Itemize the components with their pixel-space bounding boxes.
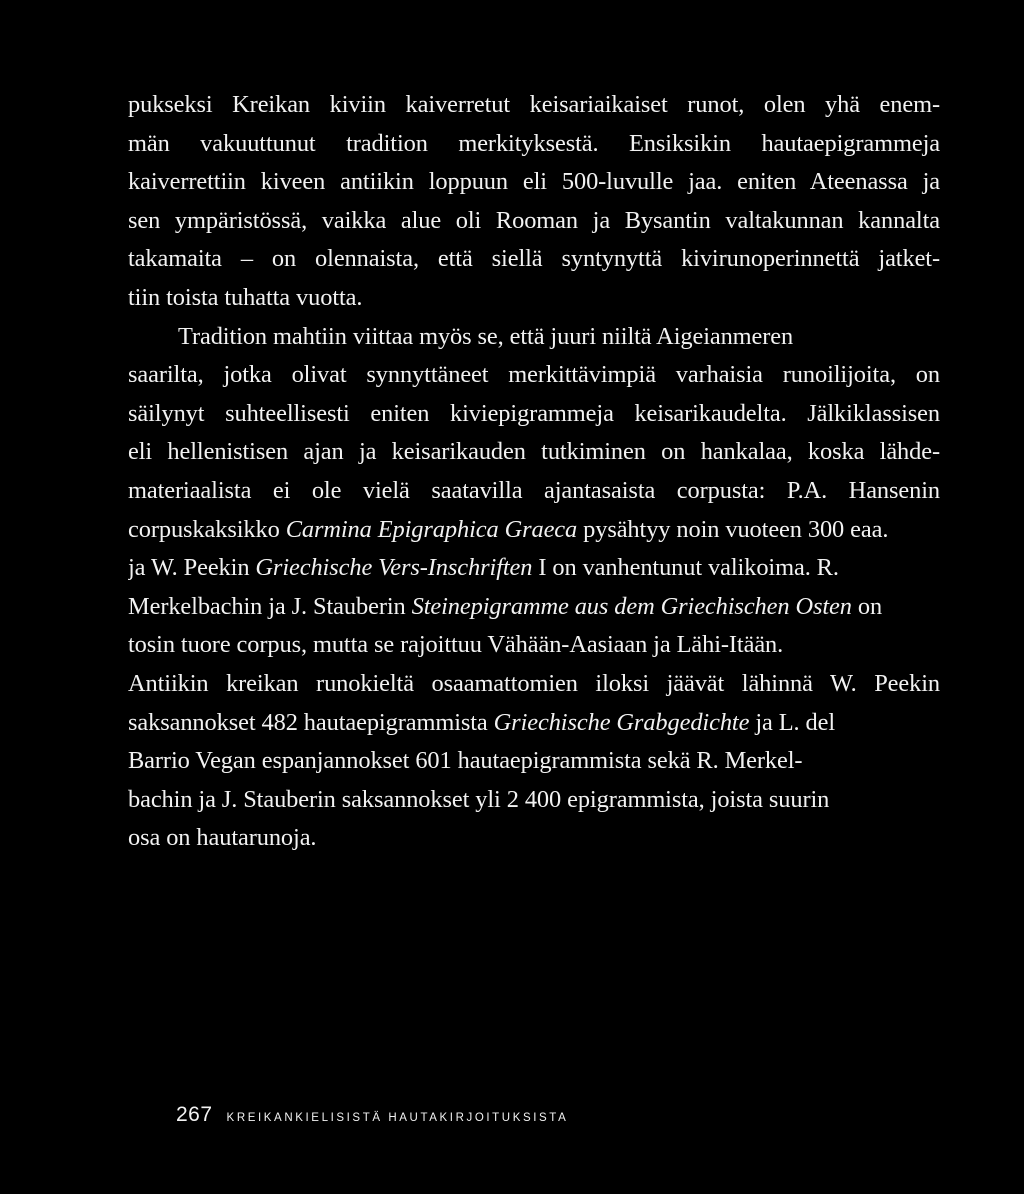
text-line: bachin ja J. Stauberin saksannokset yli 2 400 epigrammista, joista suurin — [128, 785, 830, 813]
text-line: takamaita – on olennaista, että siellä syntynyttä kivirunoperinnettä jatket- — [128, 245, 940, 273]
text-line: saarilta, jotka olivat synnyttäneet merkittävimpiä varhaisia runoilijoita, on — [128, 361, 940, 389]
text-line: materiaalista ei ole vielä saatavilla ajantasaista corpusta: P.A. Hansenin — [128, 476, 940, 504]
text-line: Barrio Vegan espanjannokset 601 hautaepigrammista sekä R. Merkel- — [128, 747, 803, 775]
text-line: sen ympäristössä, vaikka alue oli Rooman ja Bysantin valtakunnan kannalta — [128, 206, 940, 234]
text-line: osa on hautarunoja. — [128, 824, 317, 852]
text-line: kaiverrettiin kiveen antiikin loppuun eli 500-luvulle jaa. eniten Ateenassa ja — [128, 168, 940, 196]
text-line: saksannokset 482 hautaepigrammista Griechische Grabgedichte ja L. del — [128, 708, 836, 736]
text-line: Merkelbachin ja J. Stauberin Steinepigramme aus dem Griechischen Osten on — [128, 592, 883, 620]
text-line: tiin toista tuhatta vuotta. — [128, 283, 363, 311]
text-line: tosin tuore corpus, mutta se rajoittuu Vähään-Aasiaan ja Lähi-Itään. — [128, 631, 784, 659]
work-title: Griechische Grabgedichte — [493, 708, 750, 736]
page-footer — [176, 1103, 568, 1133]
paragraph-start-line: Tradition mahtiin viittaa myös se, että juuri niiltä Aigeianmeren — [178, 322, 794, 350]
body-text — [128, 86, 940, 858]
text-line: Antiikin kreikan runokieltä osaamattomien iloksi jäävät lähinnä W. Peekin — [128, 669, 940, 697]
text-line: män vakuuttunut tradition merkityksestä. Ensiksikin hautaepigrammeja — [128, 129, 940, 157]
work-title: Griechische Vers-Inschriften — [255, 554, 533, 582]
text-line: säilynyt suhteellisesti eniten kiviepigrammeja keisarikaudelta. Jälkiklassisen — [128, 399, 940, 427]
running-header: KREIKANKIELISISTÄ HAUTAKIRJOITUKSISTA — [226, 1112, 569, 1124]
work-title: Steinepigramme aus dem Griechischen Osten — [411, 592, 852, 620]
page-number: 267 — [176, 1103, 213, 1126]
text-line: eli hellenistisen ajan ja keisarikauden tutkiminen on hankalaa, koska lähde- — [128, 438, 940, 466]
text-line: ja W. Peekin Griechische Vers-Inschriften I on vanhentunut valikoima. R. — [128, 554, 839, 582]
work-title: Carmina Epigraphica Graeca — [285, 515, 578, 543]
text-line: corpuskaksikko Carmina Epigraphica Graeca pysähtyy noin vuoteen 300 eaa. — [128, 515, 889, 543]
text-line: pukseksi Kreikan kiviin kaiverretut keisariaikaiset runot, olen yhä enem- — [128, 91, 940, 118]
